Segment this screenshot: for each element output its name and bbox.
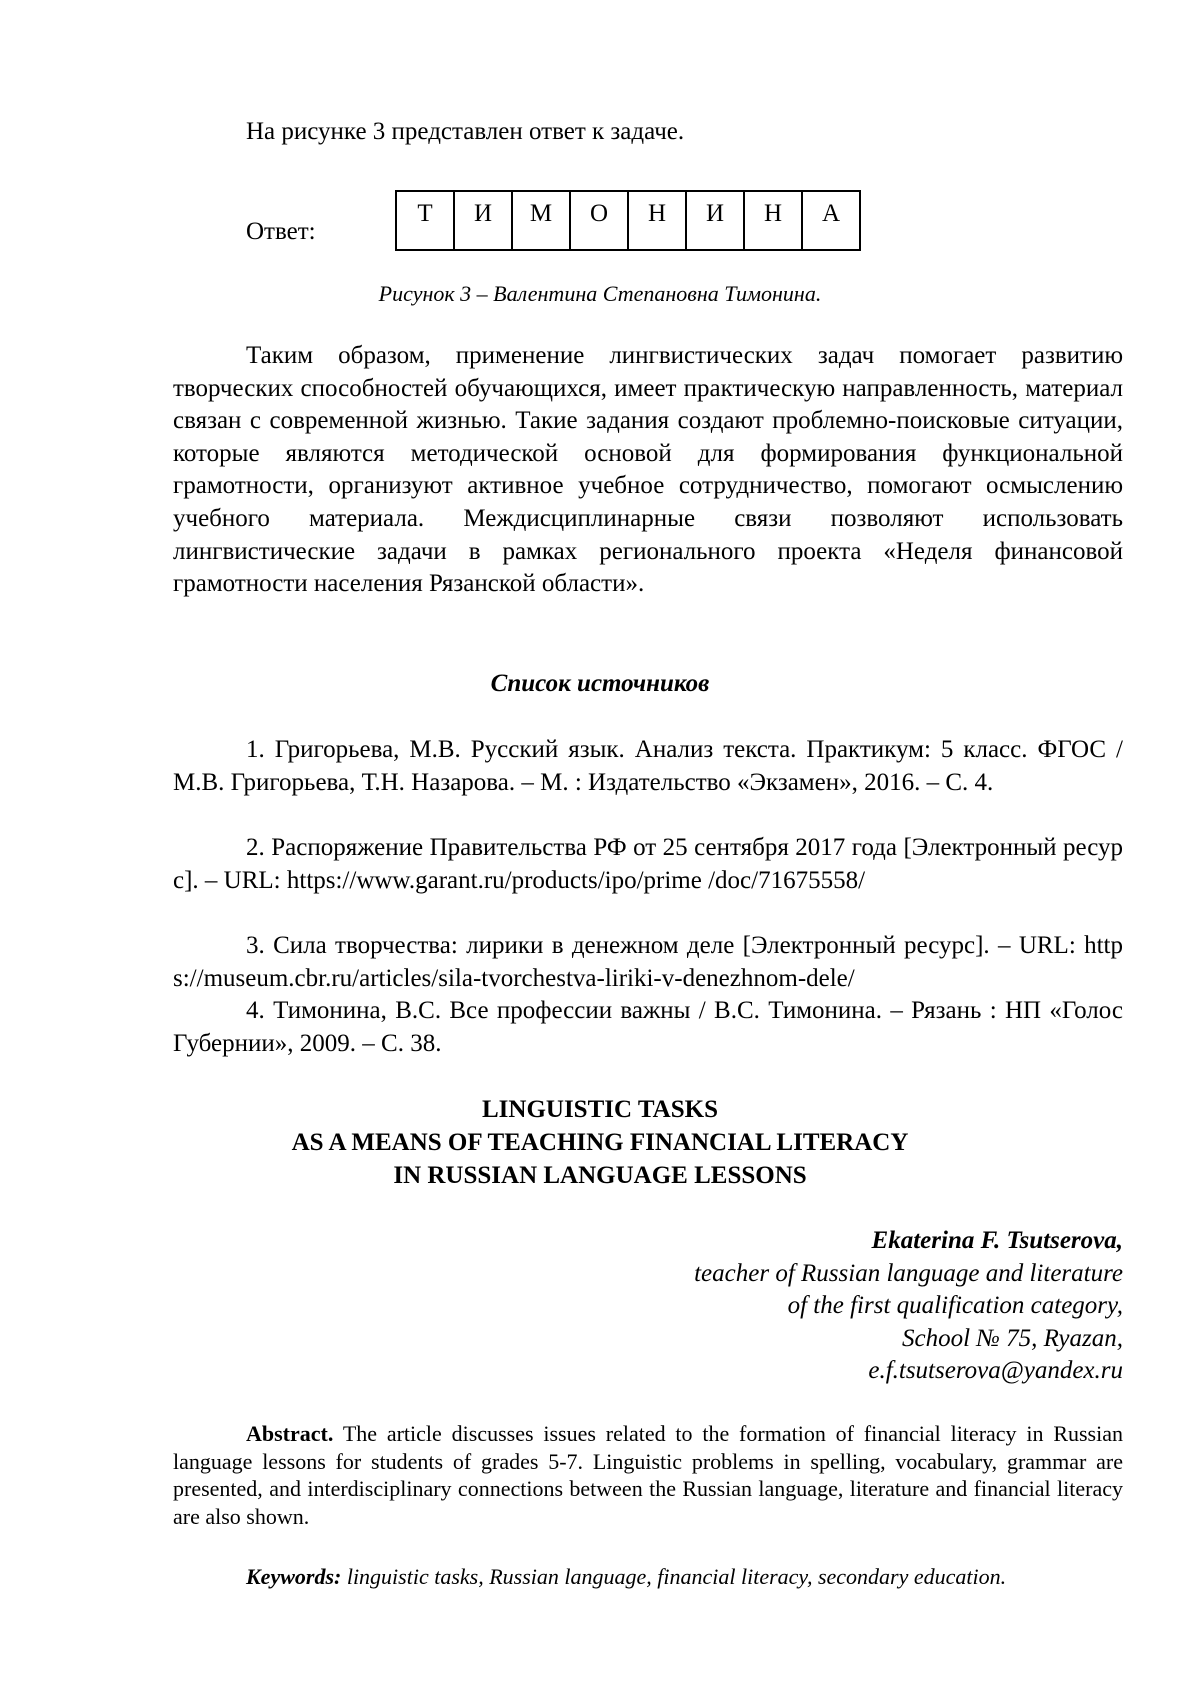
abstract-label: Abstract. [246, 1421, 334, 1446]
author-position: teacher of Russian language and literature [694, 1259, 1123, 1287]
english-title-line: LINGUISTIC TASKS [482, 1096, 718, 1123]
answer-letter-cell: И [454, 191, 512, 250]
answer-letter-cell: О [570, 191, 628, 250]
abstract-text: The article discusses issues related to the formation of financial literacy in Russian language lessons for students of grades 5-7. Linguistic problems in spelling, vocabulary, grammar are presented, and interdisciplinary connections between the Russian language, literature and financial literacy are also shown. [173, 1421, 1123, 1529]
source-item: 3. Сила творчества: лирики в денежном деле [Электронный ресурс]. – URL: https://museum.cbr.ru/articles/sila-tvorchestva-liriki-v-denezhnom-dele/ [173, 932, 1123, 992]
author-name: Ekaterina F. Tsutserova, [871, 1227, 1123, 1254]
author-block [423, 1225, 1123, 1388]
answer-letter-cell: Т [396, 191, 454, 250]
english-title-line: IN RUSSIAN LANGUAGE LESSONS [393, 1162, 807, 1189]
answer-letter-cell: Н [628, 191, 686, 250]
abstract-paragraph [173, 1420, 1123, 1530]
intro-paragraph: На рисунке 3 представлен ответ к задаче. [246, 118, 685, 145]
keywords-text: linguistic tasks, Russian language, financial literacy, secondary education. [346, 1564, 1007, 1589]
answer-grid-row [396, 191, 860, 250]
answer-letter-cell: А [802, 191, 860, 250]
author-school: School № 75, Ryazan, [901, 1324, 1123, 1352]
conclusion-paragraph: Таким образом, применение лингвистических задач помогает развитию творческих способностей обучающихся, имеет практическую направленность, материал связан с современной жизнью. Такие задания создают проблемно-поисковые ситуации, которые являются методической основой для формирования функциональной грамотности, организуют активное учебное сотрудничество, помогают осмыслению учебного материала. Междисциплинарные связи позволяют использовать лингвистические задачи в рамках регионального проекта «Неделя финансовой грамотности населения Рязанской области». [173, 342, 1123, 598]
figure-caption: Рисунок 3 – Валентина Степановна Тимонина. [378, 281, 822, 306]
answer-label: Ответ: [246, 218, 316, 245]
source-item: 1. Григорьева, М.В. Русский язык. Анализ текста. Практикум: 5 класс. ФГОС / М.В. Григорьева, Т.Н. Назарова. – М. : Издательство «Экзамен», 2016. – С. 4. [173, 736, 1123, 796]
keywords-label: Keywords: [246, 1564, 342, 1589]
author-qualification: of the first qualification category, [787, 1292, 1123, 1320]
english-title-line: AS A MEANS OF TEACHING FINANCIAL LITERACY [291, 1129, 909, 1156]
answer-letter-cell: И [686, 191, 744, 250]
answer-letter-cell: Н [744, 191, 802, 250]
source-item: 4. Тимонина, В.С. Все профессии важны / В.С. Тимонина. – Рязань : НП «Голос Губернии», 2009. – С. 38. [173, 997, 1123, 1057]
source-item: 2. Распоряжение Правительства РФ от 25 сентября 2017 года [Электронный ресурс]. – URL: https://www.garant.ru/products/ipo/prime /doc/71675558/ [173, 834, 1123, 894]
answer-letter-cell: М [512, 191, 570, 250]
keywords-paragraph [173, 1563, 1123, 1591]
sources-heading: Список источников [490, 670, 710, 697]
answer-grid [395, 190, 861, 251]
author-email: e.f.tsutserova@yandex.ru [868, 1357, 1123, 1385]
